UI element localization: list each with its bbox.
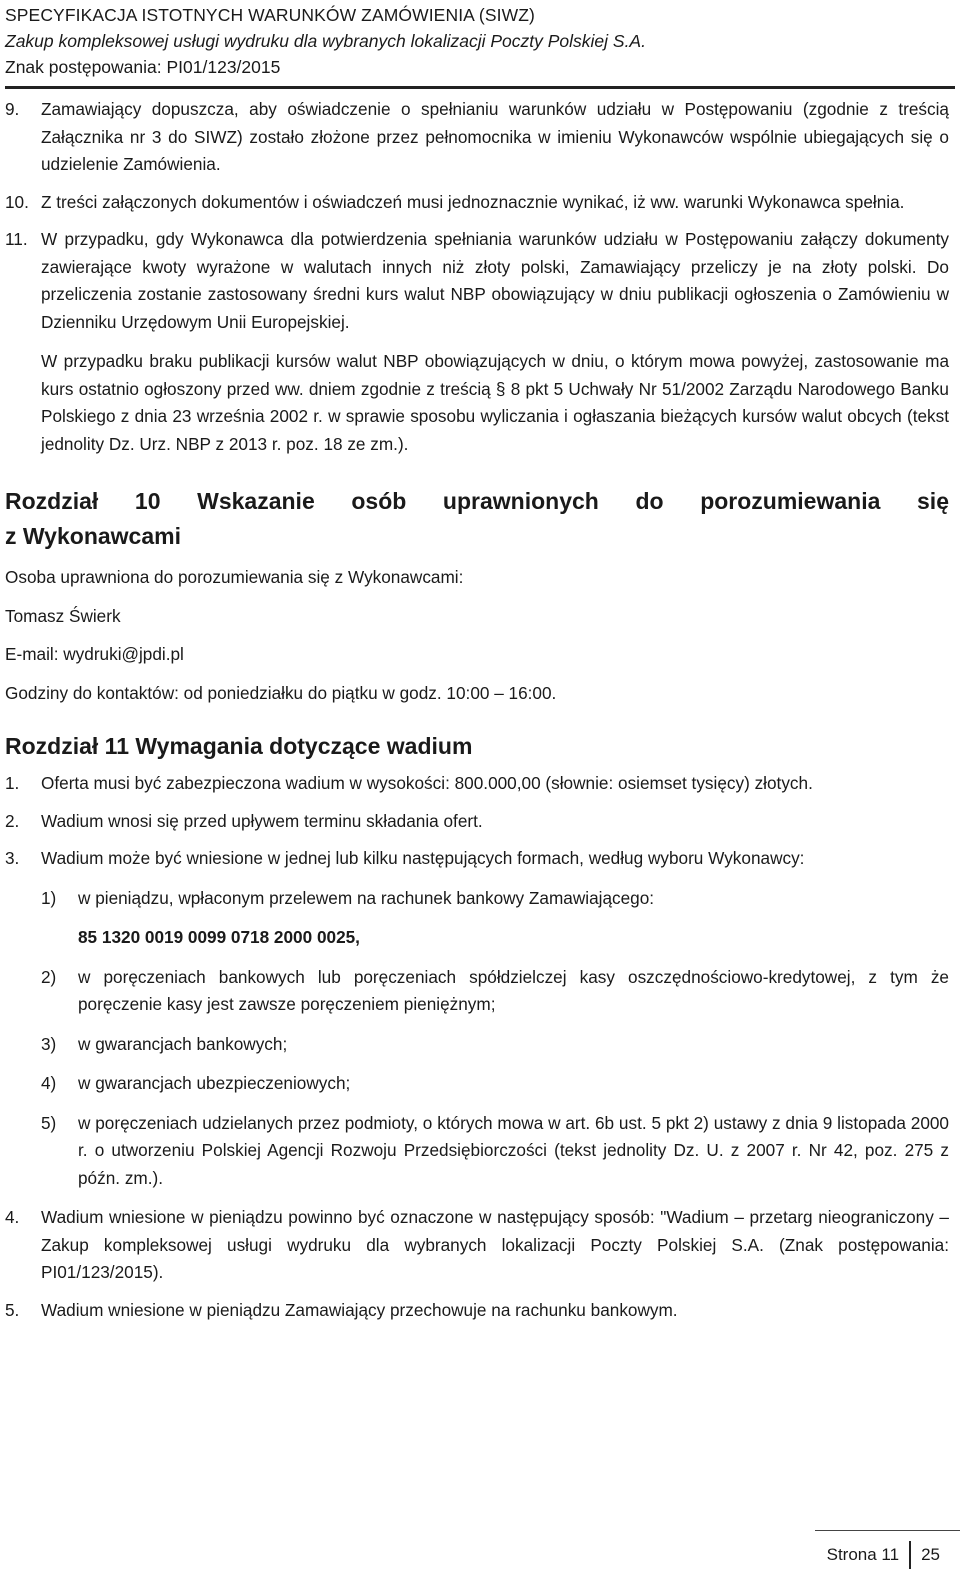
list-item xyxy=(5,808,949,836)
page-label: Strona 11 xyxy=(826,1545,900,1564)
list-item xyxy=(5,226,949,336)
chapter-10-title-line2: z Wykonawcami xyxy=(5,523,181,549)
page-separator xyxy=(909,1541,911,1569)
list-item xyxy=(5,189,949,217)
form-item xyxy=(5,964,949,1019)
contact-email: E-mail: wydruki@jpdi.pl xyxy=(5,644,184,664)
page-total: 25 xyxy=(921,1545,940,1564)
item-text: Wadium wniesione w pieniądzu Zamawiający przechowuje na rachunku bankowym. xyxy=(41,1299,678,1320)
item-text: Z treści załączonych dokumentów i oświadczeń musi jednoznacznie wynikać, iż ww. warunki Wykonawca spełnia. xyxy=(41,191,905,212)
header-title: SPECYFIKACJA ISTOTNYCH WARUNKÓW ZAMÓWIENIA (SIWZ) xyxy=(5,5,535,25)
form-text: w pieniądzu, wpłaconym przelewem na rachunek bankowy Zamawiającego: xyxy=(78,887,655,908)
form-number: 2) xyxy=(41,966,57,987)
form-text: w poręczeniach udzielanych przez podmioty, o których mowa w art. 6b ust. 5 pkt 2) ustawy z dnia 9 listopada 2000 r. o utworzeniu Polskiej Agencji Rozwoju Przedsiębiorczości (tekst jednolity Dz. U. z 2007 r. Nr 42, poz. 275 z późn. zm.). xyxy=(78,1112,949,1188)
item-text: Wadium wnosi się przed upływem terminu składania ofert. xyxy=(41,810,483,831)
item-number: 5. xyxy=(5,1299,20,1320)
form-text: w gwarancjach bankowych; xyxy=(78,1033,288,1054)
form-item xyxy=(5,1070,949,1098)
list-item xyxy=(5,1204,949,1287)
contact-name: Tomasz Świerk xyxy=(5,605,121,626)
contact-hours: Godziny do kontaktów: od poniedziałku do piątku w godz. 10:00 – 16:00. xyxy=(5,682,557,703)
footer-rule xyxy=(815,1530,960,1531)
item-number: 10. xyxy=(5,191,29,212)
form-number: 3) xyxy=(41,1033,57,1054)
item-text: Zamawiający dopuszcza, aby oświadczenie o spełnianiu warunków udziału w Postępowaniu (zgodnie z treścią Załącznika nr 3 do SIWZ) zostało złożone przez pełnomocnika w imieniu Wykonawców wspólnie ubiegających się o udzielenie Zamówienia. xyxy=(41,99,949,174)
document-header xyxy=(5,2,955,80)
item-text: Oferta musi być zabezpieczona wadium w wysokości: 800.000,00 (słownie: osiemset tysięcy) złotych. xyxy=(41,773,813,793)
list-item xyxy=(5,770,949,798)
item-number: 3. xyxy=(5,848,20,868)
item-number: 9. xyxy=(5,99,20,119)
header-subtitle: Zakup kompleksowej usługi wydruku dla wybranych lokalizacji Poczty Polskiej S.A. xyxy=(5,31,646,51)
item-text: Wadium wniesione w pieniądzu powinno być oznaczone w następujący sposób: "Wadium – przetarg nieograniczony – Zakup kompleksowej usługi wydruku dla wybranych lokalizacji Poczty Polskiej S.A. (Znak postępowania: PI01/123/2015). xyxy=(41,1207,949,1282)
form-number: 5) xyxy=(41,1112,57,1133)
chapter-10-title-line1: Rozdział 10 Wskazanie osób uprawnionych do porozumiewania się xyxy=(5,488,949,514)
page-footer xyxy=(827,1540,940,1570)
item-number: 2. xyxy=(5,810,20,831)
header-rule xyxy=(5,86,955,89)
contact-label: Osoba uprawniona do porozumiewania się z Wykonawcami: xyxy=(5,567,464,587)
item-number: 4. xyxy=(5,1207,20,1227)
form-item xyxy=(5,885,949,913)
list-item xyxy=(5,1297,949,1325)
form-item xyxy=(5,1031,949,1059)
bank-account-number: 85 1320 0019 0099 0718 2000 0025, xyxy=(78,927,360,947)
item-text: W przypadku, gdy Wykonawca dla potwierdzenia spełniania warunków udziału w Postępowaniu załączy dokumenty zawierające kwoty wyrażone w walutach innych niż złoty polski, Zamawiający przeliczy je na złoty polski. Do przeliczenia zostanie zastosowany średni kurs walut NBP obowiązujący w dniu publikacji ogłoszenia o Zamówieniu w Dzienniku Urzędowym Unii Europejskiej. xyxy=(41,229,949,332)
form-item xyxy=(5,1110,949,1193)
list-item xyxy=(5,96,949,179)
header-case-number: Znak postępowania: PI01/123/2015 xyxy=(5,57,281,77)
chapter-11-heading: Rozdział 11 Wymagania dotyczące wadium xyxy=(5,733,473,759)
form-number: 4) xyxy=(41,1073,57,1093)
document-body xyxy=(5,96,949,1334)
list-item xyxy=(5,845,949,873)
form-text: w gwarancjach ubezpieczeniowych; xyxy=(78,1073,351,1093)
item-text: Wadium może być wniesione w jednej lub kilku następujących formach, według wyboru Wykonawcy: xyxy=(41,848,805,868)
form-number: 1) xyxy=(41,887,57,908)
form-text: w poręczeniach bankowych lub poręczeniach spółdzielczej kasy oszczędnościowo-kredytowej, z tym że poręczenie kasy jest zawsze poręczeniem pieniężnym; xyxy=(78,966,949,1014)
item-number: 1. xyxy=(5,773,20,793)
item-number: 11. xyxy=(5,229,28,249)
chapter-10-heading xyxy=(5,484,949,554)
item-11-paragraph: W przypadku braku publikacji kursów walut NBP obowiązujących w dniu, o którym mowa powyżej, zastosowanie ma kurs ostatnio ogłoszony przed ww. dniem zgodnie z treścią § 8 pkt 5 Uchwały Nr 51/2002 Zarządu Narodowego Banku Polskiego z dnia 23 września 2002 r. w sprawie sposobu wyliczania i ogłaszania bieżących kursów walut obcych (tekst jednolity Dz. Urz. NBP z 2013 r. poz. 18 ze zm.). xyxy=(41,351,949,454)
